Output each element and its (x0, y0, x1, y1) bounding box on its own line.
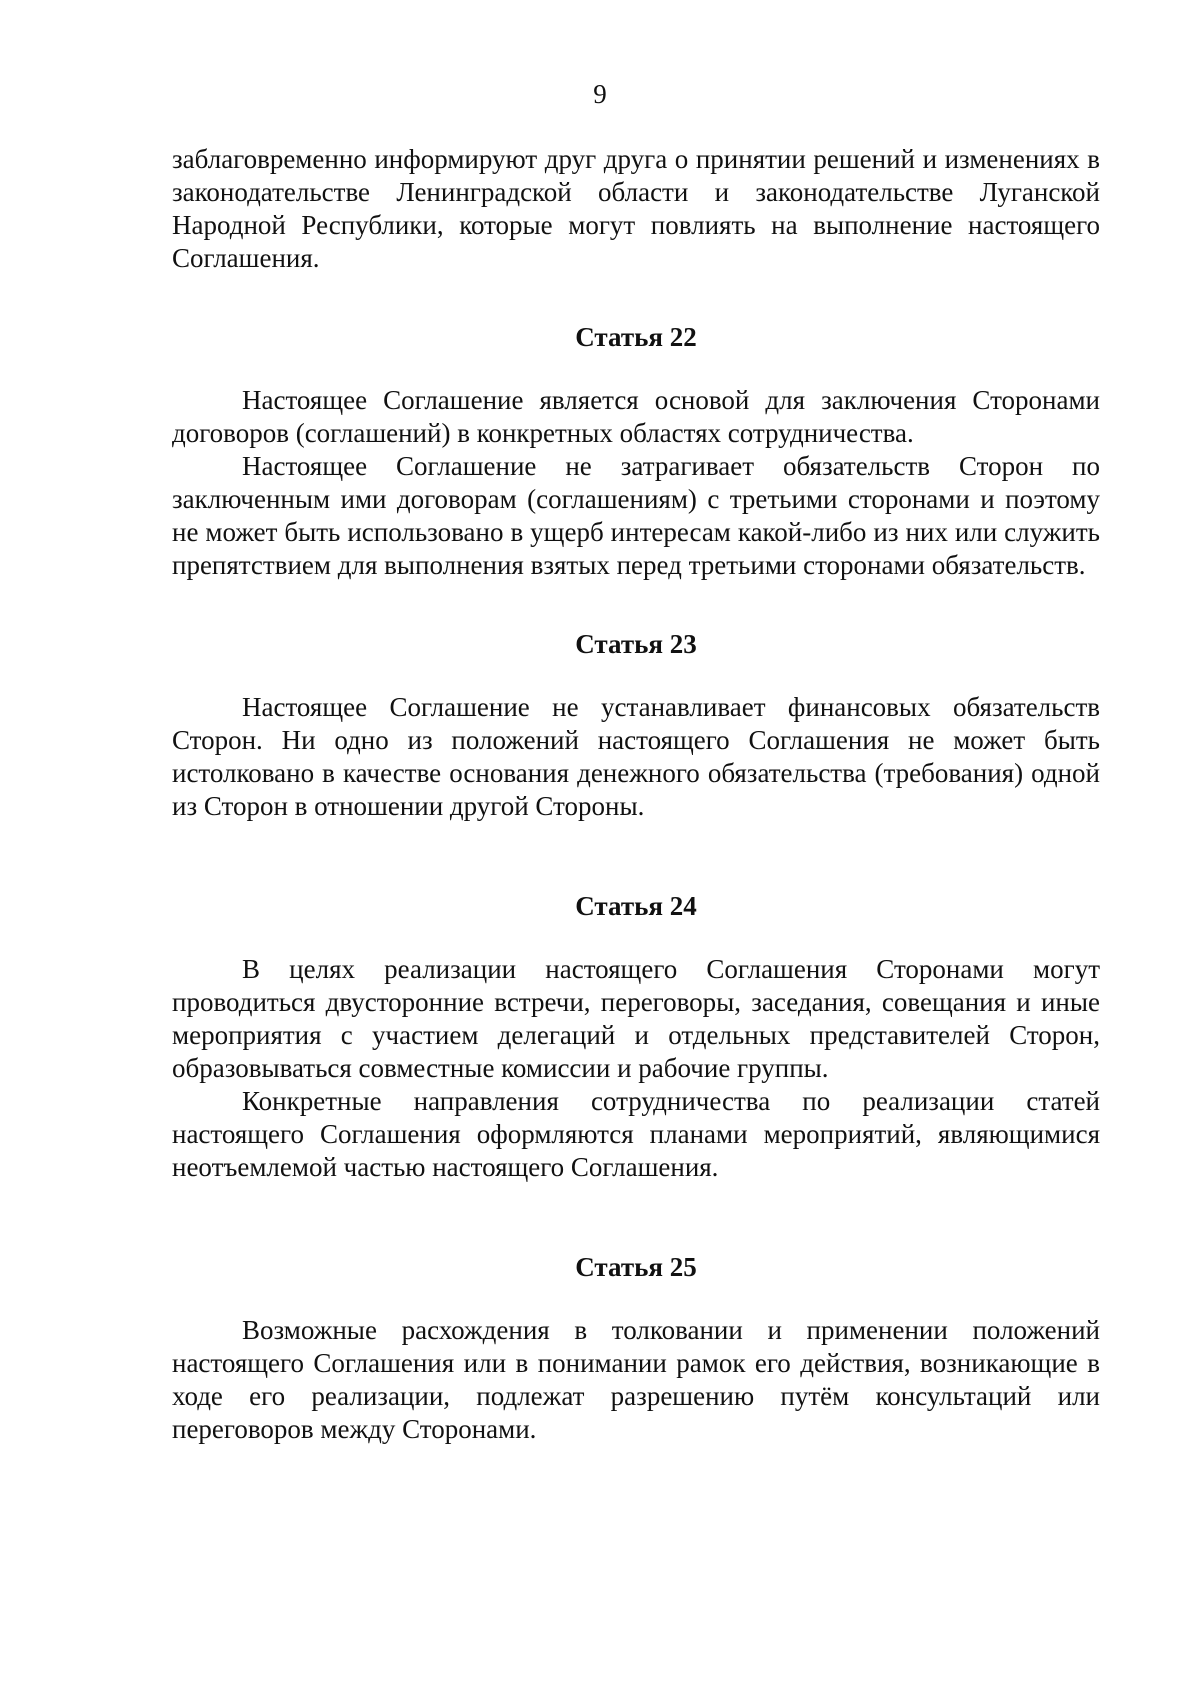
article-25-heading: Статья 25 (575, 1252, 697, 1282)
spacer (172, 823, 1100, 890)
article-22-paragraph-2: Настоящее Соглашение не затрагивает обязательств Сторон по заключенным ими договорам (соглашениям) с третьими сторонами и поэтому не может быть использовано в ущерб интересам какой-либо из них или служить препятствием для выполнения взятых перед третьими сторонами обязательств. (172, 451, 1100, 580)
spacer (172, 661, 1100, 691)
spacer (172, 1184, 1100, 1251)
spacer (172, 354, 1100, 384)
article-23-paragraph-1: Настоящее Соглашение не устанавливает финансовых обязательств Сторон. Ни одно из положений настоящего Соглашения не может быть истолковано в качестве основания денежного обязательства (требования) одной из Сторон в отношении другой Стороны. (172, 692, 1100, 821)
article-22-paragraph-1: Настоящее Соглашение является основой для заключения Сторонами договоров (соглашений) в конкретных областях сотрудничества. (172, 385, 1100, 448)
spacer (172, 1284, 1100, 1314)
intro-paragraph: заблаговременно информируют друг друга о принятии решений и изменениях в законодательстве Ленинградской области и законодательстве Луганской Народной Республики, которые могут повлиять на выполнение настоящего Соглашения. (172, 144, 1100, 273)
document-body (172, 143, 1100, 1446)
spacer (172, 582, 1100, 628)
article-22-heading: Статья 22 (575, 322, 697, 352)
spacer (172, 275, 1100, 321)
spacer (172, 923, 1100, 953)
article-24-paragraph-2: Конкретные направления сотрудничества по реализации статей настоящего Соглашения оформляются планами мероприятий, являющимися неотъемлемой частью настоящего Соглашения. (172, 1086, 1100, 1182)
article-25-paragraph-1: Возможные расхождения в толковании и применении положений настоящего Соглашения или в понимании рамок его действия, возникающие в ходе его реализации, подлежат разрешению путём консультаций или переговоров между Сторонами. (172, 1315, 1100, 1444)
page-number: 9 (593, 79, 607, 109)
article-24-heading: Статья 24 (575, 891, 697, 921)
article-24-paragraph-1: В целях реализации настоящего Соглашения Сторонами могут проводиться двусторонние встречи, переговоры, заседания, совещания и иные мероприятия с участием делегаций и отдельных представителей Сторон, образовываться совместные комиссии и рабочие группы. (172, 954, 1100, 1083)
article-23-heading: Статья 23 (575, 629, 697, 659)
